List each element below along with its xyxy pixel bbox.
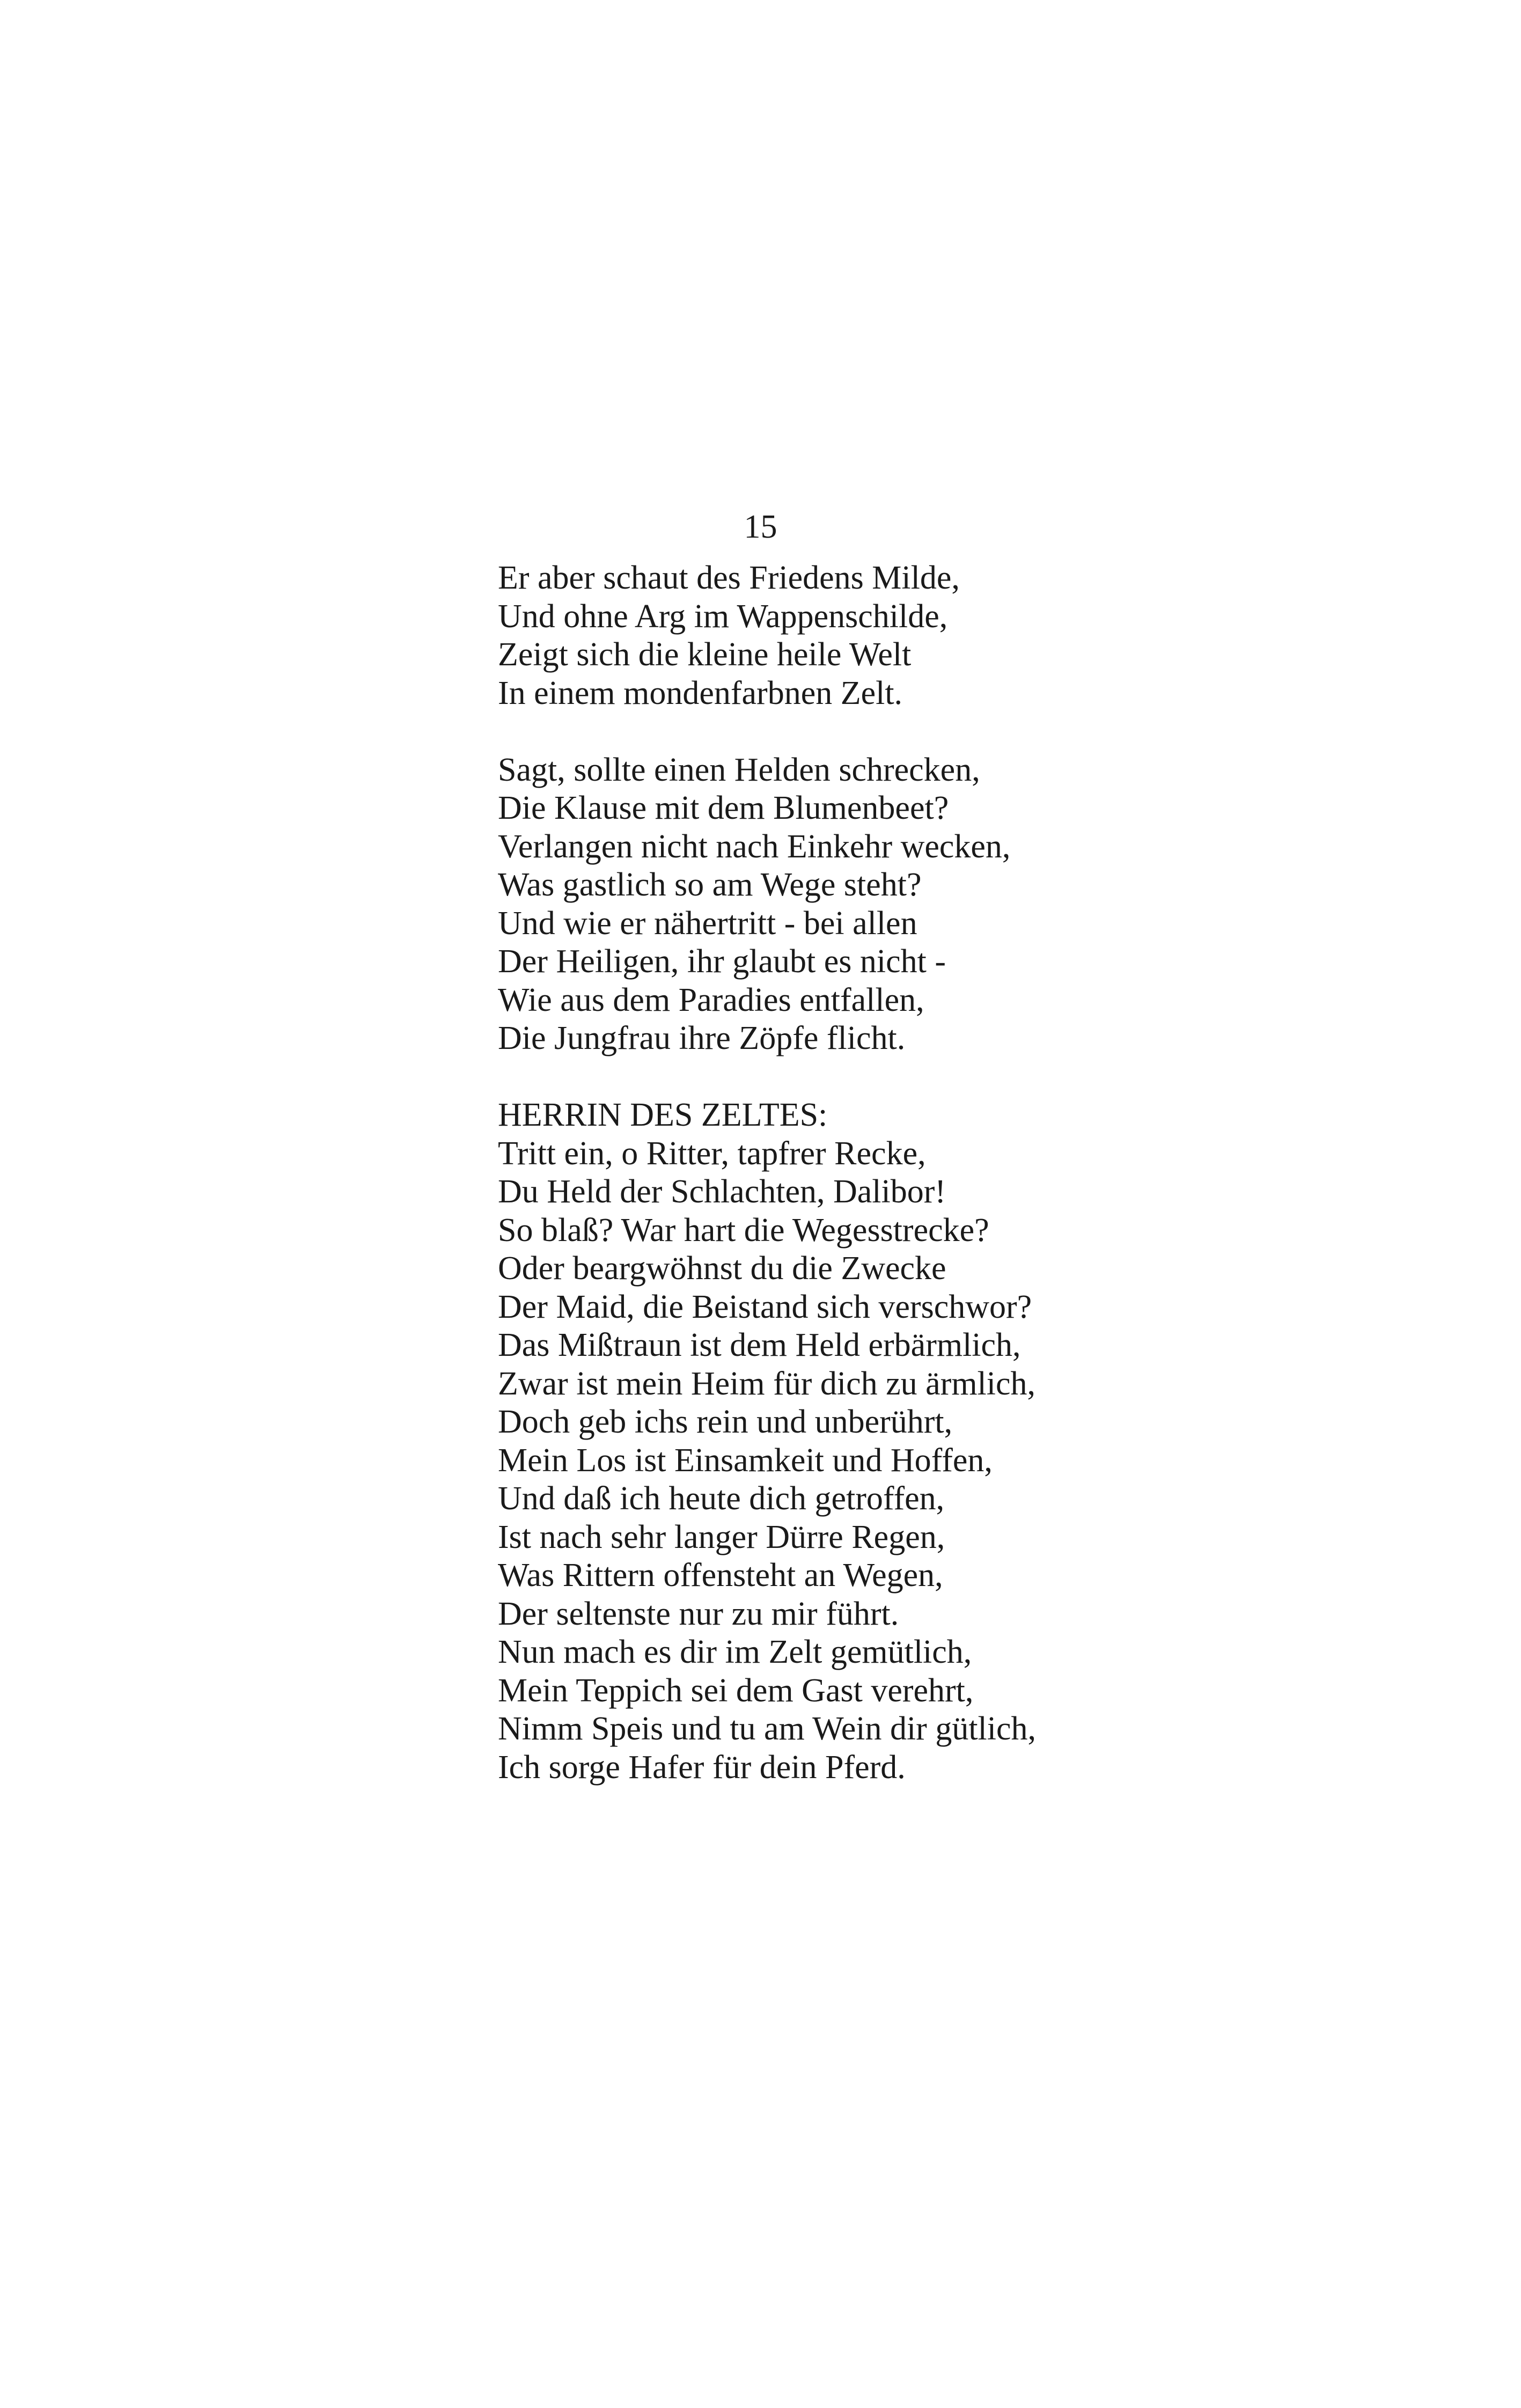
speaker-heading: HERRIN DES ZELTES: [498, 1097, 828, 1133]
verse-line: In einem mondenfarbnen Zelt. [498, 674, 903, 711]
verse-line: Mein Los ist Einsamkeit und Hoffen, [498, 1442, 993, 1479]
verse-line: Ist nach sehr langer Dürre Regen, [498, 1518, 945, 1555]
verse-line: Was gastlich so am Wege steht? [498, 867, 922, 903]
stanza-3 [498, 1096, 1303, 1787]
verse-line: Und wie er nähertritt - bei allen [498, 905, 917, 942]
verse-line: Tritt ein, o Ritter, tapfrer Recke, [498, 1135, 926, 1172]
verse-line: Mein Teppich sei dem Gast verehrt, [498, 1672, 974, 1709]
verse-line: Sagt, sollte einen Helden schrecken, [498, 751, 980, 788]
verse-line: Doch geb ichs rein und unberührt, [498, 1404, 953, 1440]
verse-line: Was Rittern offensteht an Wegen, [498, 1557, 943, 1594]
verse-line: Und daß ich heute dich getroffen, [498, 1480, 945, 1517]
verse-line: Der seltenste nur zu mir führt. [498, 1595, 899, 1632]
verse-line: Nun mach es dir im Zelt gemütlich, [498, 1634, 972, 1670]
stanza-2 [498, 751, 1303, 1058]
verse-line: Die Klause mit dem Blumenbeet? [498, 790, 949, 826]
verse-line: Du Held der Schlachten, Dalibor! [498, 1173, 946, 1210]
page-number: 15 [744, 509, 777, 545]
verse-line: So blaß? War hart die Wegesstrecke? [498, 1212, 989, 1249]
verse-line: Er aber schaut des Friedens Milde, [498, 560, 960, 596]
verse-line: Der Maid, die Beistand sich verschwor? [498, 1288, 1032, 1325]
verse-line: Das Mißtraun ist dem Held erbärmlich, [498, 1327, 1021, 1363]
verse-line: Ich sorge Hafer für dein Pferd. [498, 1749, 906, 1786]
verse-line: Verlangen nicht nach Einkehr wecken, [498, 828, 1011, 865]
verse-line: Nimm Speis und tu am Wein dir gütlich, [498, 1710, 1037, 1747]
verse-line: Wie aus dem Paradies entfallen, [498, 981, 924, 1018]
verse-line: Die Jungfrau ihre Zöpfe flicht. [498, 1020, 906, 1056]
stanza-1 [498, 559, 1303, 713]
poem-text [498, 559, 1303, 1787]
verse-line: Und ohne Arg im Wappenschilde, [498, 598, 948, 635]
verse-line: Oder beargwöhnst du die Zwecke [498, 1250, 946, 1287]
verse-line: Der Heiligen, ihr glaubt es nicht - [498, 943, 946, 980]
verse-line: Zeigt sich die kleine heile Welt [498, 636, 912, 673]
verse-line: Zwar ist mein Heim für dich zu ärmlich, [498, 1365, 1036, 1402]
